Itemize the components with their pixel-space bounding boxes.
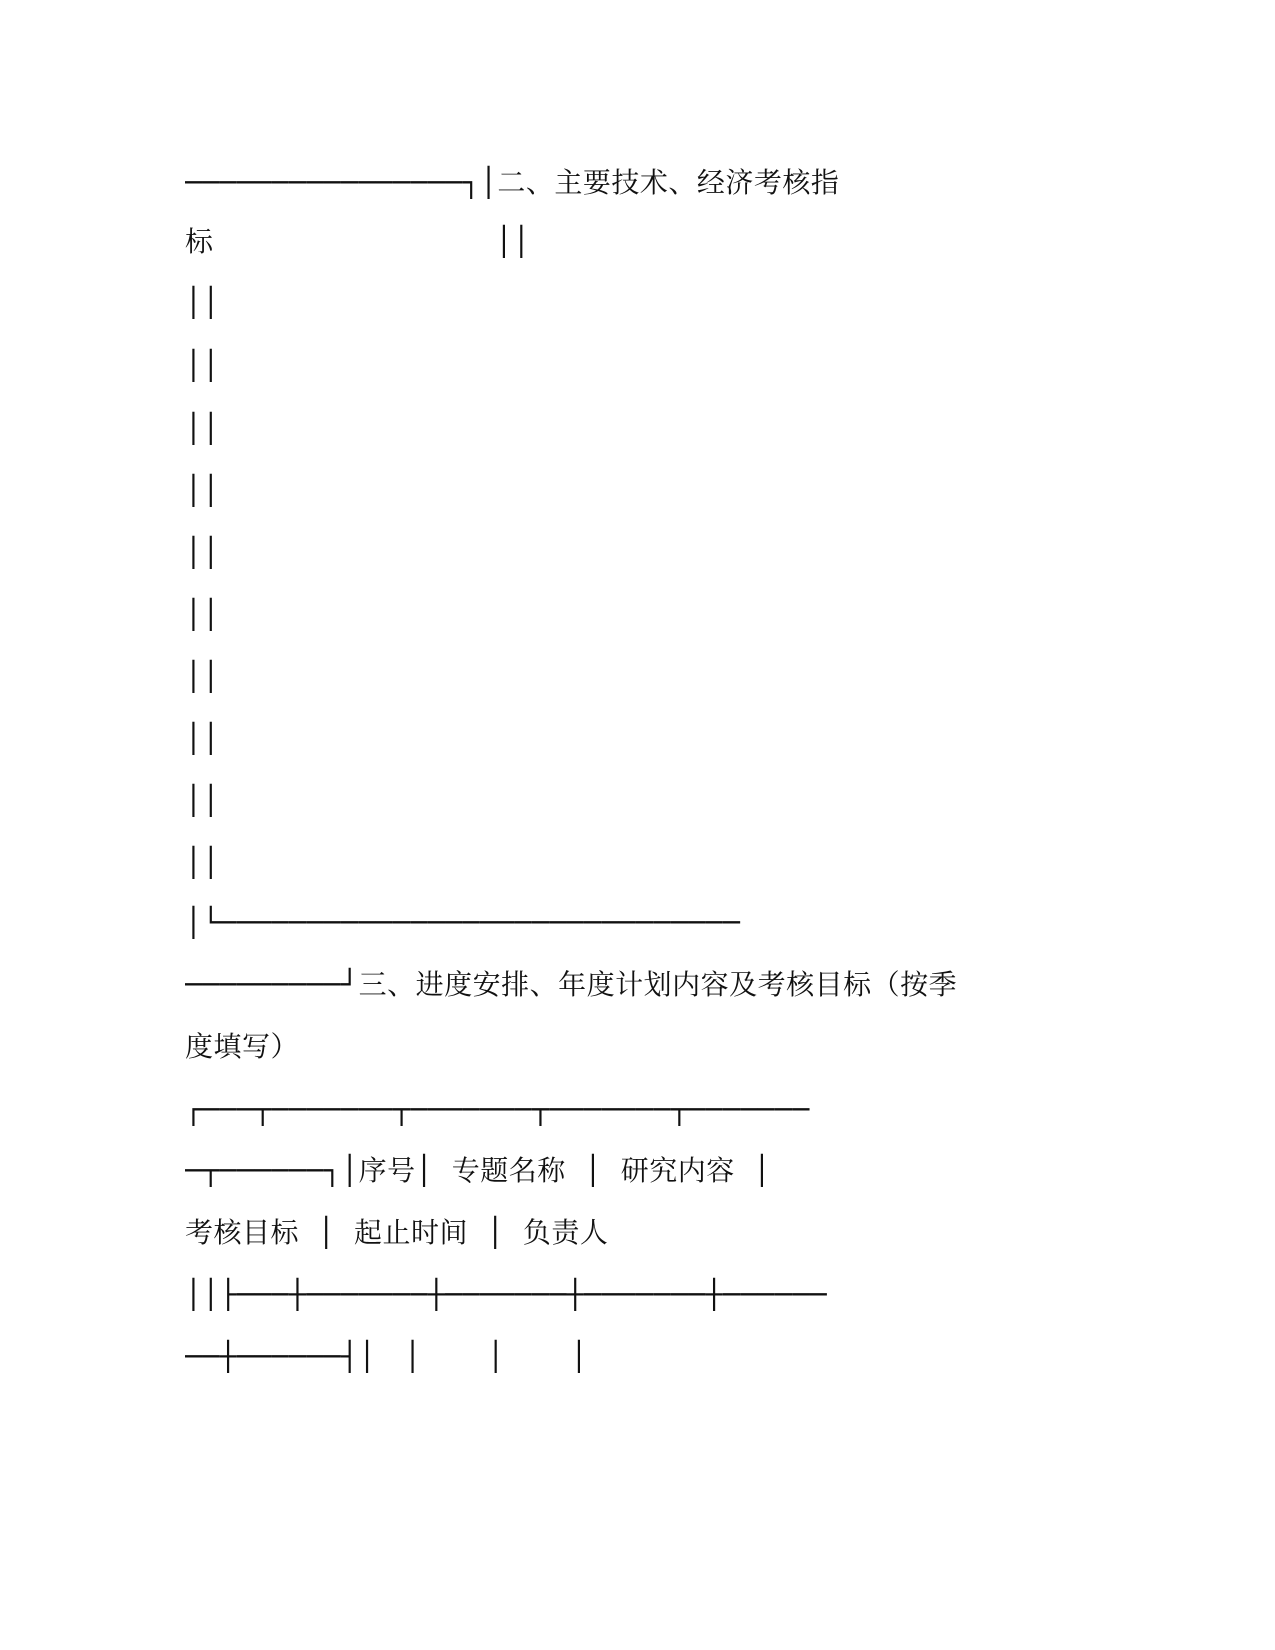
- doc-line-table-bottom-border: │└──────────────────────────────: [185, 906, 741, 939]
- doc-line-table-border: ││: [185, 536, 220, 569]
- doc-line-table-border: ││: [185, 286, 220, 319]
- doc-line-schedule-table-header: ─┬──────┐│序号│ 专题名称 │ 研究内容 │: [185, 1154, 771, 1187]
- doc-line-schedule-table-separator: ││├───┼───────┼───────┼───────┼──────: [185, 1278, 828, 1311]
- doc-line-schedule-table-header-cont: 考核目标 │ 起止时间 │ 负责人: [185, 1216, 609, 1249]
- doc-line-table-border: ││: [185, 846, 220, 879]
- doc-line-table-border: ││: [185, 349, 220, 382]
- doc-line-section-3-heading-cont: 度填写）: [185, 1030, 300, 1063]
- doc-line-table-border: ││: [185, 722, 220, 755]
- doc-line-section-3-heading: ─────────┘三、进度安排、年度计划内容及考核目标（按季: [185, 968, 958, 1001]
- doc-line-table-border: ││: [185, 598, 220, 631]
- doc-line-section-2-heading-cont: 标 ││: [185, 225, 531, 258]
- doc-line-table-border: ││: [185, 784, 220, 817]
- doc-line-section-2-heading: ────────────────┐│二、主要技术、经济考核指: [185, 166, 840, 199]
- doc-line-table-border: ││: [185, 660, 220, 693]
- doc-line-schedule-table-row: ──┼──────┤│ │ │ │: [185, 1340, 588, 1373]
- doc-line-schedule-table-top-border: ┌───┬───────┬───────┬───────┬───────: [185, 1093, 810, 1126]
- doc-line-table-border: ││: [185, 412, 220, 445]
- doc-line-table-border: ││: [185, 474, 220, 507]
